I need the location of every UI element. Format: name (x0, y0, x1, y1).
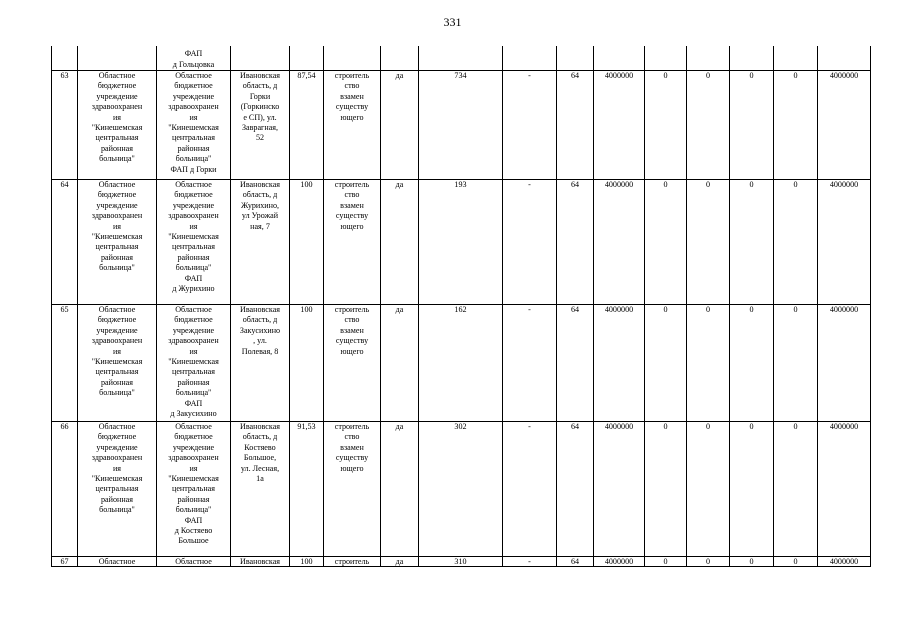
cell-address (231, 305, 290, 422)
cell-area: 64 (557, 422, 594, 557)
cell-c3: 0 (730, 422, 774, 557)
cell-work-type (324, 46, 381, 71)
cell-c4: 0 (774, 422, 818, 557)
cell-address (231, 71, 290, 180)
facility-text: ФАП д Гольцовка (172, 49, 215, 69)
cell-facility: Областное (157, 557, 231, 567)
cell-facility (157, 71, 231, 180)
cell-wear (290, 46, 324, 71)
cell-c1: 0 (645, 71, 687, 180)
cell-population: 193 (419, 180, 503, 305)
cell-c3: 0 (730, 71, 774, 180)
cell-dash: - (503, 180, 557, 305)
facility-text: Областное бюджетное учреждение здравоохранен ия "Кинешемская центральная районная больница" ФАП д Журихино (168, 180, 219, 294)
cell-flag (381, 46, 419, 71)
cell-c3 (730, 46, 774, 71)
cell-c2: 0 (687, 305, 730, 422)
cell-institution (78, 180, 157, 305)
cell-facility (157, 180, 231, 305)
cell-address (231, 422, 290, 557)
cell-wear: 100 (290, 305, 324, 422)
cell-c1: 0 (645, 422, 687, 557)
cell-population: 310 (419, 557, 503, 567)
cell-facility (157, 305, 231, 422)
address-text: Ивановская область, д Горки (Горкинско е СП), ул. Заврагная, 52 (239, 71, 281, 143)
cell-work-type (324, 180, 381, 305)
work-type-text: строитель ство взамен существу ющего (334, 422, 370, 473)
address-text: Ивановская область, д Костяево Большое, ул. Лесная, 1а (239, 422, 281, 484)
table-row-continuation (52, 46, 871, 71)
cell-work-type (324, 71, 381, 180)
cell-c4 (774, 46, 818, 71)
cell-c3: 0 (730, 557, 774, 567)
cell-c1: 0 (645, 305, 687, 422)
address-text: Ивановская область, д Закусихино , ул. Полевая, 8 (239, 305, 281, 356)
cell-c2: 0 (687, 422, 730, 557)
cell-institution: Областное (78, 557, 157, 567)
cell-flag: да (381, 305, 419, 422)
cell-dash: - (503, 71, 557, 180)
cell-c3: 0 (730, 305, 774, 422)
cell-flag: да (381, 557, 419, 567)
cell-num (52, 46, 78, 71)
cell-wear: 87,54 (290, 71, 324, 180)
facility-text: Областное бюджетное учреждение здравоохранен ия "Кинешемская центральная районная больница" ФАП д Костяево Большое (168, 422, 219, 546)
cell-work-type (324, 422, 381, 557)
cell-address (231, 46, 290, 71)
cell-area: 64 (557, 305, 594, 422)
cell-flag: да (381, 422, 419, 557)
institution-text: Областное бюджетное учреждение здравоохранен ия "Кинешемская центральная районная больница" (91, 422, 143, 515)
cell-population (419, 46, 503, 71)
cell-total: 4000000 (594, 180, 645, 305)
cell-dash (503, 46, 557, 71)
cell-last: 4000000 (818, 71, 871, 180)
cell-area: 64 (557, 71, 594, 180)
page-number: 331 (443, 15, 462, 29)
cell-institution (78, 422, 157, 557)
cell-c4: 0 (774, 71, 818, 180)
cell-flag: да (381, 71, 419, 180)
cell-total: 4000000 (594, 422, 645, 557)
cell-num: 66 (52, 422, 78, 557)
cell-last (818, 46, 871, 71)
cell-last: 4000000 (818, 422, 871, 557)
institution-text: Областное бюджетное учреждение здравоохранен ия "Кинешемская центральная районная больница" (91, 305, 143, 398)
cell-total: 4000000 (594, 557, 645, 567)
cell-num: 64 (52, 180, 78, 305)
table-row (52, 71, 871, 180)
cell-c2: 0 (687, 557, 730, 567)
cell-facility (157, 422, 231, 557)
cell-work-type: строитель (324, 557, 381, 567)
cell-c2: 0 (687, 180, 730, 305)
cell-dash: - (503, 557, 557, 567)
facility-text: Областное бюджетное учреждение здравоохранен ия "Кинешемская центральная районная больница" ФАП д Закусихино (168, 305, 219, 419)
address-text: Ивановская область, д Журихино, ул Урожай ная, 7 (239, 180, 281, 231)
work-type-text: строитель ство взамен существу ющего (334, 305, 370, 356)
cell-dash: - (503, 422, 557, 557)
cell-address (231, 180, 290, 305)
cell-wear: 91,53 (290, 422, 324, 557)
table-row (52, 422, 871, 557)
cell-c1 (645, 46, 687, 71)
cell-wear: 100 (290, 180, 324, 305)
cell-population: 302 (419, 422, 503, 557)
cell-work-type (324, 305, 381, 422)
cell-population: 734 (419, 71, 503, 180)
facilities-table (51, 46, 871, 567)
cell-c4: 0 (774, 305, 818, 422)
work-type-text: строитель ство взамен существу ющего (334, 180, 370, 231)
cell-c1: 0 (645, 180, 687, 305)
cell-dash: - (503, 305, 557, 422)
cell-num: 65 (52, 305, 78, 422)
cell-flag: да (381, 180, 419, 305)
cell-address: Ивановская (231, 557, 290, 567)
cell-num: 67 (52, 557, 78, 567)
facility-text: Областное бюджетное учреждение здравоохранен ия "Кинешемская центральная районная больница" ФАП д Горки (168, 71, 219, 174)
cell-area (557, 46, 594, 71)
cell-c2 (687, 46, 730, 71)
table-row (52, 305, 871, 422)
cell-total (594, 46, 645, 71)
cell-area: 64 (557, 180, 594, 305)
cell-last: 4000000 (818, 305, 871, 422)
cell-last: 4000000 (818, 557, 871, 567)
work-type-text: строитель ство взамен существу ющего (334, 71, 370, 122)
cell-wear: 100 (290, 557, 324, 567)
cell-c1: 0 (645, 557, 687, 567)
cell-population: 162 (419, 305, 503, 422)
institution-text: Областное бюджетное учреждение здравоохранен ия "Кинешемская центральная районная больница" (91, 71, 143, 164)
cell-total: 4000000 (594, 71, 645, 180)
cell-institution (78, 46, 157, 71)
cell-institution (78, 71, 157, 180)
table-row (52, 557, 871, 567)
cell-c4: 0 (774, 557, 818, 567)
cell-c4: 0 (774, 180, 818, 305)
institution-text: Областное бюджетное учреждение здравоохранен ия "Кинешемская центральная районная больница" (91, 180, 143, 273)
cell-institution (78, 305, 157, 422)
cell-total: 4000000 (594, 305, 645, 422)
cell-num: 63 (52, 71, 78, 180)
cell-area: 64 (557, 557, 594, 567)
table-row (52, 180, 871, 305)
cell-c3: 0 (730, 180, 774, 305)
cell-c2: 0 (687, 71, 730, 180)
cell-last: 4000000 (818, 180, 871, 305)
cell-facility (157, 46, 231, 71)
